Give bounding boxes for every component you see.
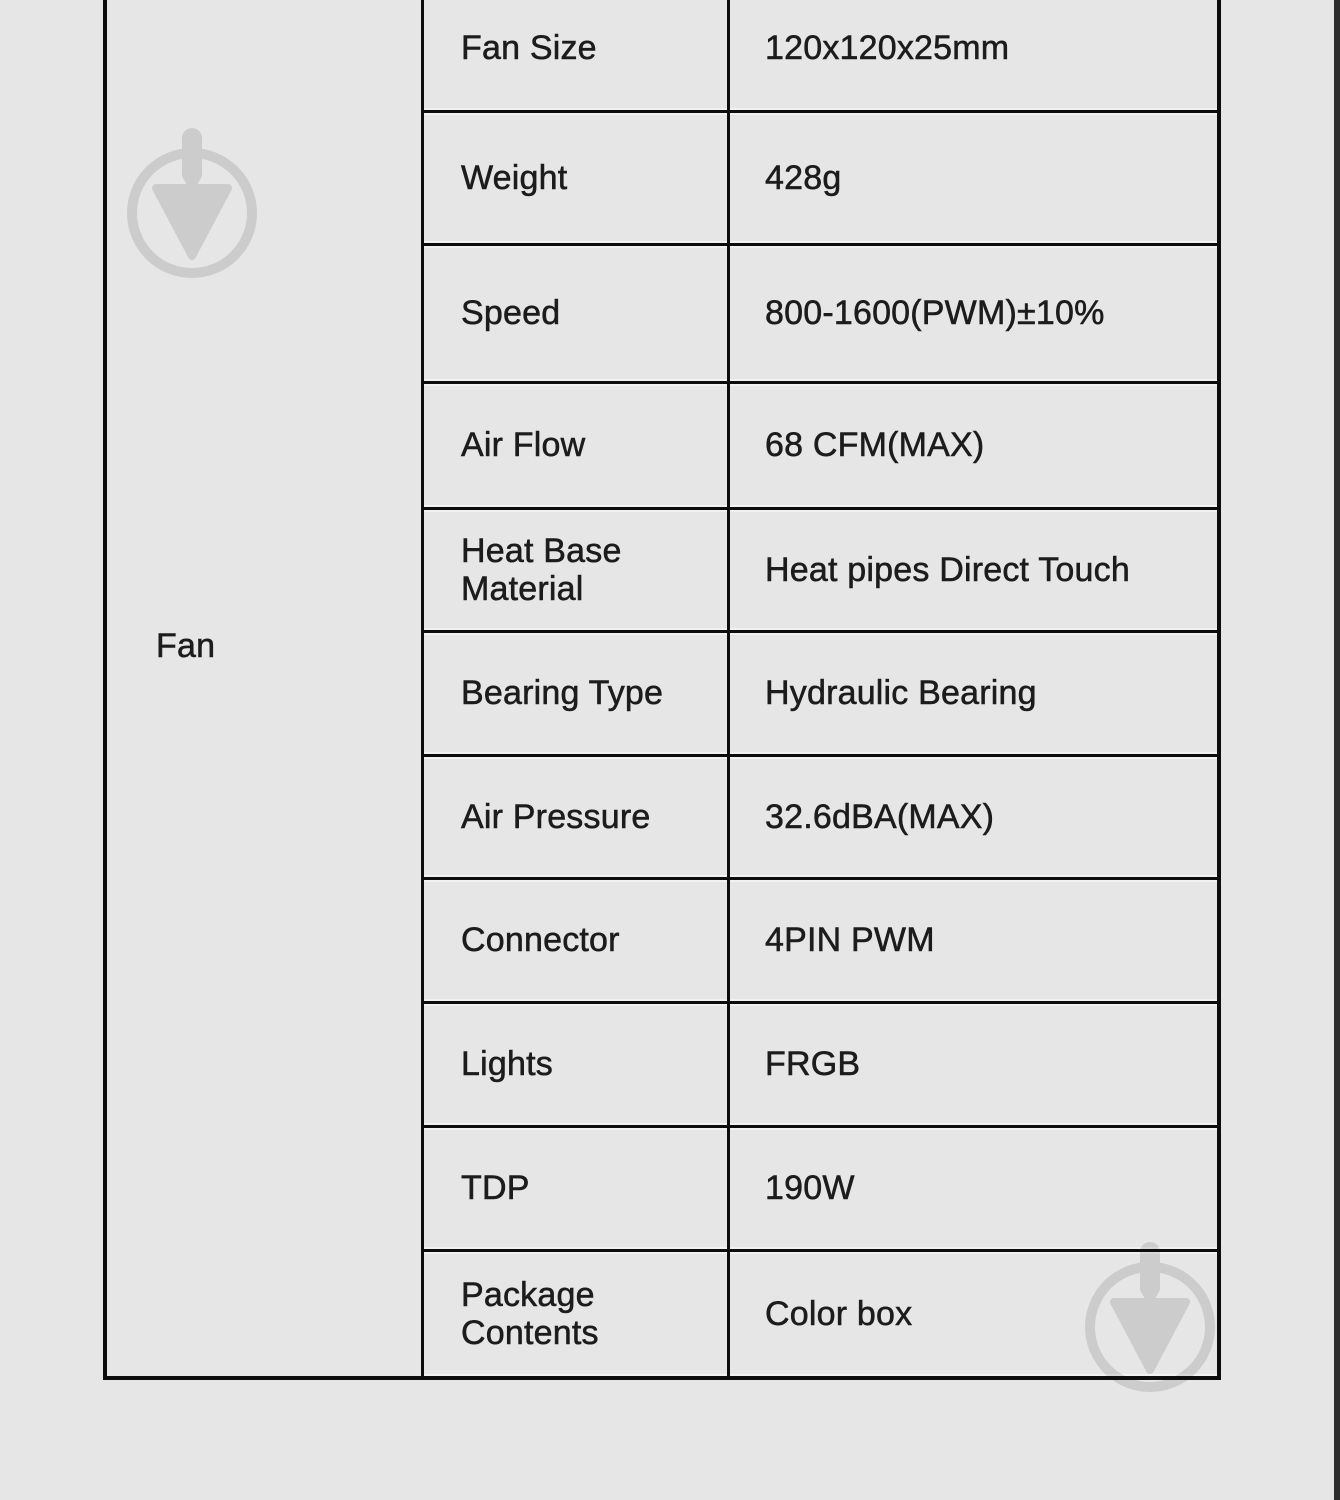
screen-edge-strip [1334,0,1340,1500]
spec-label: Package Contents [461,1275,599,1352]
spec-row [424,384,1217,510]
spec-row [424,0,1217,113]
spec-value: Color box [765,1294,913,1333]
spec-value: 120x120x25mm [765,28,1010,67]
spec-label: Fan Size [461,28,597,67]
spec-value-cell [730,0,1217,110]
spec-label-cell [424,1004,730,1125]
spec-value: 190W [765,1169,855,1208]
spec-label-cell [424,880,730,1001]
spec-value: 800-1600(PWM)±10% [765,294,1105,333]
spec-value-cell [730,384,1217,507]
spec-row [424,510,1217,633]
spec-label: Bearing Type [461,674,664,713]
spec-row [424,633,1217,757]
spec-row [424,113,1217,246]
spec-value-cell [730,633,1217,754]
spec-label-cell [424,384,730,507]
spec-label: Air Pressure [461,797,651,836]
spec-label-cell [424,1252,730,1376]
spec-row [424,246,1217,384]
spec-label: Heat Base Material [461,531,622,608]
spec-value-cell [730,1128,1217,1249]
spec-value: 32.6dBA(MAX) [765,797,995,836]
spec-value-cell [730,246,1217,381]
spec-value-cell [730,1004,1217,1125]
spec-value-cell [730,510,1217,630]
spec-label: Speed [461,294,561,333]
spec-value: 68 CFM(MAX) [765,426,985,465]
category-column [107,0,424,1376]
spec-label-cell [424,633,730,754]
spec-value: FRGB [765,1045,861,1084]
spec-value: Heat pipes Direct Touch [765,550,1130,589]
spec-label: Weight [461,158,568,197]
spec-label-cell [424,0,730,110]
spec-label: Connector [461,921,620,960]
spec-label-cell [424,510,730,630]
spec-label-cell [424,1128,730,1249]
spec-value-cell [730,757,1217,877]
spec-value-cell [730,113,1217,243]
spec-label: Lights [461,1045,553,1084]
category-label: Fan [156,626,216,665]
spec-value: 428g [765,158,842,197]
spec-row [424,1004,1217,1128]
spec-label: TDP [461,1169,530,1208]
spec-row [424,1128,1217,1252]
spec-row [424,880,1217,1004]
spec-label-cell [424,757,730,877]
spec-label: Air Flow [461,426,586,465]
spec-value: 4PIN PWM [765,921,935,960]
spec-row [424,1252,1217,1376]
spec-value-cell [730,880,1217,1001]
spec-value-cell [730,1252,1217,1376]
spec-label-cell [424,246,730,381]
spec-table [103,0,1221,1380]
spec-rows [424,0,1217,1376]
spec-label-cell [424,113,730,243]
spec-row [424,757,1217,880]
spec-value: Hydraulic Bearing [765,674,1037,713]
